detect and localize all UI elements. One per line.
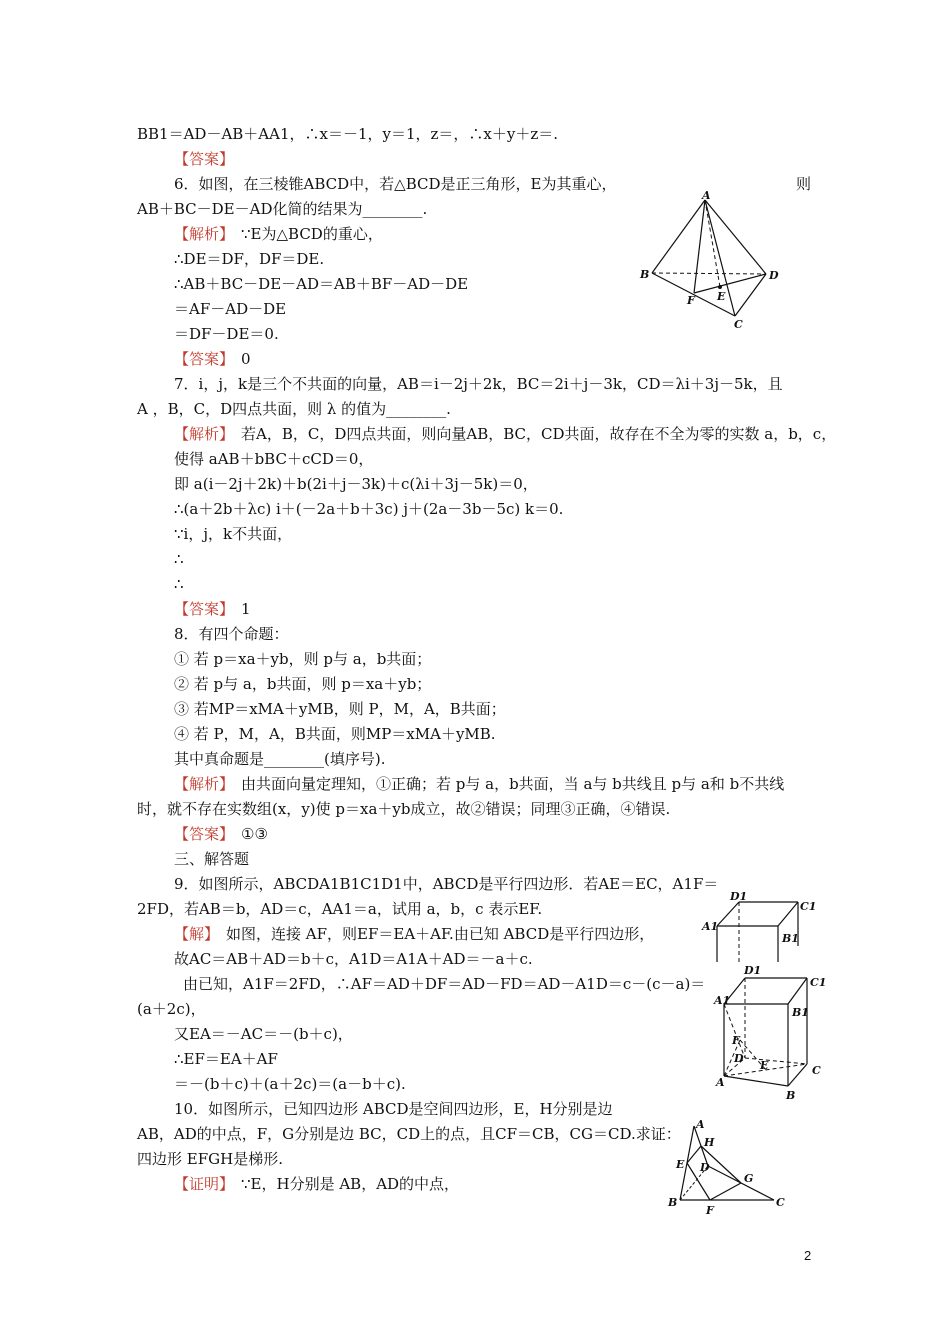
solution-tag: 【解】 [174, 925, 220, 943]
text-line: ∴EF＝EA＋AF [174, 1050, 278, 1068]
text-line: 2FD，若AB＝b，AD＝c，AA1＝a，试用 a，b，c 表示EF. [137, 900, 543, 918]
text-line: 使得 aAB＋bBC＋cCD＝0， [174, 450, 374, 468]
text-line: BB1＝AD－AB＋AA1，∴x＝－1，y＝1，z＝，∴x＋y＋z＝. [137, 125, 559, 143]
text-line: ∴(a＋2b＋λc) i＋(－2a＋b＋3c) j＋(2a－3b－5c) k＝0. [174, 500, 564, 518]
text-line: AB＋BC－DE－AD化简的结果为________. [137, 200, 428, 218]
text-line: 若A，B，C，D四点共面，则向量AB，BC，CD共面，故存在不全为零的实数 a，b，c， [241, 425, 837, 443]
text-line: ＝DF－DE＝0. [174, 325, 279, 343]
prism-top-figure [700, 886, 830, 962]
answer-tag: 【答案】 [174, 600, 235, 618]
label: E [717, 290, 726, 303]
text-line: (a＋2c)， [137, 1000, 206, 1018]
label: A [702, 190, 711, 202]
answer-value: 0 [241, 350, 251, 368]
label: B [640, 268, 650, 281]
label: B [786, 1089, 796, 1102]
text-line: ∴ [174, 550, 184, 568]
prism-figure [700, 962, 830, 1102]
label: D [734, 1052, 744, 1065]
pyramid-figure [630, 190, 790, 335]
analysis-tag: 【解析】 [174, 775, 235, 793]
quadrilateral-figure [664, 1118, 804, 1218]
label: B [668, 1196, 678, 1209]
label: A [716, 1076, 725, 1089]
label: F [732, 1034, 740, 1047]
label: A1 [714, 994, 731, 1007]
text-line: 如图，连接 AF，则EF＝EA＋AF.由已知 ABCD是平行四边形， [226, 925, 655, 943]
label: A [696, 1118, 705, 1131]
answer-value: 1 [241, 600, 251, 618]
label: H [704, 1136, 715, 1149]
label: C [776, 1196, 785, 1209]
analysis-tag: 【解析】 [174, 225, 235, 243]
text-line: 其中真命题是________(填序号). [174, 750, 386, 768]
text-line: ＝AF－AD－DE [174, 300, 287, 318]
question-8: 8．有四个命题： [174, 625, 289, 643]
text-line: ∵i，j，k不共面， [174, 525, 293, 543]
text-line: AB，AD的中点，F，G分别是边 BC，CD上的点，且CF＝CB，CG＝CD.求证： [137, 1125, 681, 1143]
label: D1 [744, 964, 762, 977]
text-line: ② 若 p与 a，b共面，则 p＝xa＋yb； [174, 675, 432, 693]
section-heading: 三、解答题 [174, 850, 250, 868]
answer-tag: 【答案】 [174, 150, 235, 168]
text-line: ∵E，H分别是 AB，AD的中点， [241, 1175, 460, 1193]
label: C [812, 1064, 821, 1077]
analysis-tag: 【解析】 [174, 425, 235, 443]
answer-tag: 【答案】 [174, 825, 235, 843]
answer-tag: 【答案】 [174, 350, 235, 368]
text-line: A ，B，C，D四点共面，则 λ 的值为________. [137, 400, 451, 418]
label: D1 [730, 890, 748, 903]
label: D [769, 269, 779, 282]
label: A1 [702, 920, 719, 933]
text-line: 即 a(i－2j＋2k)＋b(2i＋j－3k)＋c(λi＋3j－5k)＝0， [174, 475, 538, 493]
text-line: 时，就不存在实数组(x，y)使 p＝xa＋yb成立，故②错误；同理③正确，④错误. [137, 800, 671, 818]
question-9: 9．如图所示，ABCDA1B1C1D1中，ABCD是平行四边形．若AE＝EC，A1F＝ [174, 875, 719, 893]
text-line: ＝－(b＋c)＋(a＋2c)＝(a－b＋c). [174, 1075, 406, 1093]
label: G [744, 1172, 754, 1185]
text-line: ③ 若MP＝xMA＋yMB，则 P，M，A，B共面； [174, 700, 506, 718]
text-line: ∴ [174, 575, 184, 593]
text-line: ① 若 p＝xa＋yb，则 p与 a，b共面； [174, 650, 432, 668]
page-number: 2 [804, 1248, 812, 1263]
text-line: 四边形 EFGH是梯形. [137, 1150, 283, 1168]
label: C [734, 318, 743, 331]
answer-value: ①③ [241, 825, 268, 843]
text-line: ④ 若 P，M，A，B共面，则MP＝xMA＋yMB. [174, 725, 496, 743]
text-line: 由已知，A1F＝2FD，∴AF＝AD＋DF＝AD－FD＝AD－A1D＝c－(c－a)＝ [183, 975, 706, 993]
text-line: ∵E为△BCD的重心， [241, 225, 383, 243]
label: D [700, 1161, 710, 1174]
text-line: 故AC＝AB＋AD＝b＋c，A1D＝A1A＋AD＝－a＋c. [174, 950, 533, 968]
text-line: 由共面向量定理知，①正确；若 p与 a，b共面，当 a与 b共线且 p与 a和 b不共线 [241, 775, 785, 793]
question-6: 6．如图，在三棱锥ABCD中，若△BCD是正三角形，E为其重心， [174, 175, 617, 193]
question-10: 10．如图所示，已知四边形 ABCD是空间四边形，E，H分别是边 [174, 1100, 613, 1118]
label: B1 [782, 932, 799, 945]
question-7: 7．i，j，k是三个不共面的向量，AB＝i－2j＋2k，BC＝2i＋j－3k，CD＝λi＋3j－5k，且 [174, 375, 783, 393]
text-line: 又EA＝－AC＝－(b＋c)， [174, 1025, 353, 1043]
text-line: ∴AB＋BC－DE－AD＝AB＋BF－AD－DE [174, 275, 469, 293]
label: F [706, 1204, 714, 1217]
text-line: ∴DE＝DF，DF＝DE. [174, 250, 325, 268]
proof-tag: 【证明】 [174, 1175, 235, 1193]
label: F [687, 294, 695, 307]
label: E [676, 1158, 685, 1171]
label: B1 [792, 1006, 809, 1019]
label: E [760, 1059, 769, 1072]
label: C1 [800, 900, 817, 913]
text-line: 则 [796, 175, 812, 193]
label: C1 [810, 976, 827, 989]
